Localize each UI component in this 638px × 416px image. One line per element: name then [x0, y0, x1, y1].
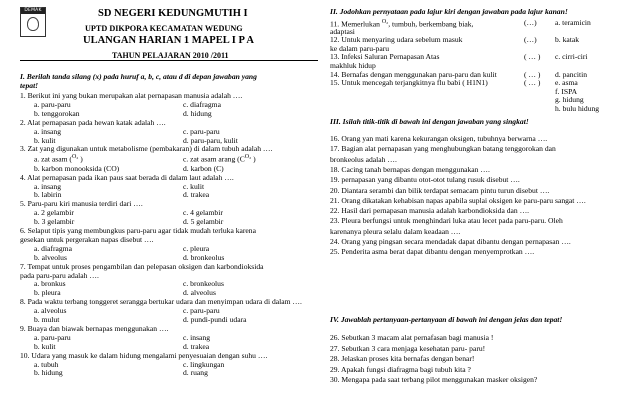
match-item-4: 13. Infeksi Saluran Pernapasan Atas	[330, 52, 440, 62]
option-text-end: )	[251, 154, 256, 164]
match-text-end: , tumbuh, berkembang biak,	[388, 19, 474, 29]
question-9: 9. Buaya dan biawak bernapas menggunakan ….	[20, 323, 169, 333]
short-question-6: 21. Orang dikatakan kehabisan napas apabila suplai oksigen ke paru-paru sangat ….	[330, 195, 586, 205]
short-question-3: 18. Cacing tanah bernapas dengan menggunakan ….	[330, 164, 490, 174]
match-blank-4: ( … )	[524, 52, 541, 62]
option-6-a: a. diafragma	[34, 243, 72, 253]
section1-title: I. Berilah tanda silang (x) pada huruf a, b, c, atau d di depan jawaban yang	[20, 72, 257, 81]
option-2-d: d. paru-paru, kulit	[183, 135, 238, 145]
header-rule	[20, 60, 318, 61]
option-10-b: b. hidung	[34, 368, 63, 378]
option-9-c: c. insang	[183, 332, 210, 342]
option-7-d: d. alveolus	[183, 288, 216, 298]
question-7: 7. Tempat untuk proses pengambilan dan pelepasan oksigen dan karbondioksida	[20, 261, 264, 271]
formula-sub: O₂	[381, 19, 389, 25]
match-item-6: 14. Bernafas dengan menggunakan paru-paru dan kulit	[330, 69, 497, 79]
short-question-11: 25. Penderita asma berat dapat dibantu dengan menyemprotkan ….	[330, 247, 535, 257]
logo-text: DEMAK	[24, 8, 42, 13]
question-5: 5. Paru-paru kiri manusia terdiri dari ….	[20, 199, 143, 209]
school-year: TAHUN PELAJARAN 2010 /2011	[112, 51, 229, 60]
option-8-c: c. paru-paru	[183, 306, 220, 316]
match-item-1: adaptasi	[330, 26, 355, 36]
section1-title-cont: tepat!	[20, 81, 39, 90]
option-1-b: b. tenggorokan	[34, 108, 80, 118]
match-blank-7: ( … )	[524, 78, 541, 88]
match-text: 11. Memerlukan	[330, 19, 382, 29]
section2-title: II. Jodohkan pernyataan pada lajur kiri dengan jawaban pada lajur kanan!	[330, 7, 568, 16]
option-9-d: d. trakea	[183, 341, 210, 351]
option-10-c: c. lingkungan	[183, 359, 225, 369]
option-text: a. zat asam (	[34, 154, 72, 164]
question-6-cont: gesekan untuk pergerakan napas disebut ….	[20, 234, 154, 244]
option-3-c	[183, 153, 256, 164]
short-question-10: 24. Orang yang pingsan secara mendadak dapat dibantu dengan pernapasan ….	[330, 237, 571, 246]
school-name: SD NEGERI KEDUNGMUTIH I	[98, 8, 248, 19]
option-9-b: b. kulit	[34, 341, 56, 351]
option-4-d: d. trakea	[183, 190, 210, 200]
option-3-b: b. karbon monooksida (CO)	[34, 163, 120, 173]
match-answer-2: b. katak	[555, 35, 580, 45]
short-question-1: 17. Bagian alat pernapasan yang menghubungkan batang tenggorokan dan	[330, 144, 556, 154]
option-5-c: c. 4 gelambir	[183, 208, 223, 218]
option-1-d: d. hidung	[183, 108, 212, 118]
short-question-8: 23. Pleura berfungsi untuk menghindari luka atau lecet pada paru-paru. Oleh	[330, 216, 563, 226]
option-8-a: a. alveolus	[34, 306, 67, 316]
match-answer-6: d. pancitin	[555, 69, 588, 79]
option-text: c. zat asam arang (C	[183, 154, 245, 164]
question-8: 8. Pada waktu terbang tonggeret serangga bertukar udara dan menyimpan udara di dalam ….	[20, 297, 302, 307]
emblem-icon	[27, 17, 39, 31]
formula-sub: O₂	[244, 154, 252, 161]
question-3: 3. Zat yang digunakan untuk metabolisme (pembakaran) di dalam tubuh adalah ….	[20, 144, 273, 154]
school-logo	[20, 7, 46, 37]
option-7-b: b. pleura	[34, 288, 61, 298]
match-answer-9: g. hidung	[555, 95, 584, 105]
option-4-c: c. kulit	[183, 181, 205, 191]
short-question-2: bronkeolus adalah ….	[330, 154, 397, 164]
match-item-7: 15. Untuk mencegah terjangkitnya flu babi ( H1N1)	[330, 78, 488, 88]
match-blank-6: ( … )	[524, 69, 541, 79]
option-10-d: d. ruang	[183, 368, 208, 378]
essay-question-0: 26. Sebutkan 3 macam alat pernafasan bagi manusia !	[330, 333, 494, 342]
option-6-b: b. alveolus	[34, 252, 67, 262]
question-10: 10. Udara yang masuk ke dalam hidung mengalami penyesuaian dengan suhu ….	[20, 350, 268, 360]
match-answer-4: c. cirri-ciri	[555, 52, 588, 62]
section3-title: III. Isilah titik-titik di bawah ini dengan jawaban yang singkat!	[330, 117, 529, 126]
question-7-cont: pada paru-paru adalah ….	[20, 270, 99, 280]
question-6: 6. Selaput tipis yang membungkus paru-paru agar tidak mudah terluka karena	[20, 226, 256, 235]
section4-title: IV. Jawablah pertanyaan-pertanyaan di bawah ini dengan jelas dan tepat!	[330, 315, 563, 324]
essay-question-3: 29. Apakah fungsi diafragma bagi tubuh kita ?	[330, 364, 471, 374]
option-4-b: b. labirin	[34, 190, 62, 200]
option-6-d: d. bronkeolus	[183, 252, 225, 262]
option-1-c: c. diafragma	[183, 99, 221, 109]
match-item-5: makhluk hidup	[330, 61, 376, 70]
short-question-0: 16. Orang yan mati karena kekurangan oksigen, tubuhnya berwarna ….	[330, 134, 548, 143]
match-blank-2: (…)	[524, 35, 537, 45]
match-answer-10: h. bulu hidung	[555, 104, 600, 113]
option-text-end: )	[78, 154, 83, 164]
office-name: UPTD DIKPORA KECAMATAN WEDUNG	[85, 24, 243, 33]
match-blank-0: (…)	[524, 18, 537, 27]
option-10-a: a. tubuh	[34, 359, 59, 369]
question-2: 2. Alat pernapasan pada hewan katak adalah ….	[20, 117, 166, 127]
option-9-a: a. paru-paru	[34, 332, 71, 342]
match-answer-0: a. teramicin	[555, 18, 591, 27]
option-2-a: a. insang	[34, 126, 61, 136]
question-1: 1. Berikut ini yang bukan merupakan alat pernapasan manusia adalah ….	[20, 91, 243, 100]
question-4: 4. Alat pernapasan pada ikan paus saat berada di dalam laut adalah ….	[20, 172, 234, 182]
short-question-7: 22. Hasil dari pernapasan manusia adalah karbondioksida dan ….	[330, 206, 530, 216]
option-1-a: a. paru-paru	[34, 99, 71, 109]
short-question-9: karenanya pleura selalu dalam keadaan ….	[330, 226, 461, 236]
formula-sub: O₂	[71, 154, 79, 161]
match-answer-8: f. ISPA	[555, 86, 578, 96]
exam-title: ULANGAN HARIAN 1 MAPEL I P A	[83, 35, 254, 46]
option-8-d: d. pundi-pundi udara	[183, 315, 247, 324]
option-8-b: b. mulut	[34, 315, 60, 324]
option-5-d: d. 5 gelambir	[183, 217, 224, 227]
option-4-a: a. insang	[34, 181, 61, 191]
option-6-c: c. pleura	[183, 243, 210, 253]
essay-question-4: 30. Mengapa pada saat terbang pilot menggunakan masker oksigen?	[330, 375, 538, 385]
option-5-a: a. 2 gelambir	[34, 208, 74, 218]
essay-question-2: 28. Jelaskan proses kita bernafas dengan benar!	[330, 354, 475, 364]
essay-question-1: 27. Sebutkan 3 cara menjaga kesehatan paru- paru!	[330, 343, 486, 353]
option-7-c: c. bronkeolus	[183, 279, 224, 289]
match-item-2: 12. Untuk menyaring udara sebelum masuk	[330, 35, 463, 45]
option-3-a	[34, 153, 83, 164]
option-2-c: c. paru-paru	[183, 126, 220, 136]
option-3-d: d. karbon (C)	[183, 163, 224, 173]
short-question-4: 19. pernapasan yang dibantu otot-otot tulang rusuk disebut ….	[330, 175, 520, 185]
short-question-5: 20. Diantara serambi dan bilik terdapat semacam pintu turun disebut ….	[330, 185, 550, 195]
match-item-3: ke dalam paru-paru	[330, 43, 390, 53]
option-2-b: b. kulit	[34, 135, 56, 145]
match-answer-7: e. asma	[555, 78, 578, 88]
option-5-b: b. 3 gelambir	[34, 217, 75, 227]
option-7-a: a. bronkus	[34, 279, 66, 289]
